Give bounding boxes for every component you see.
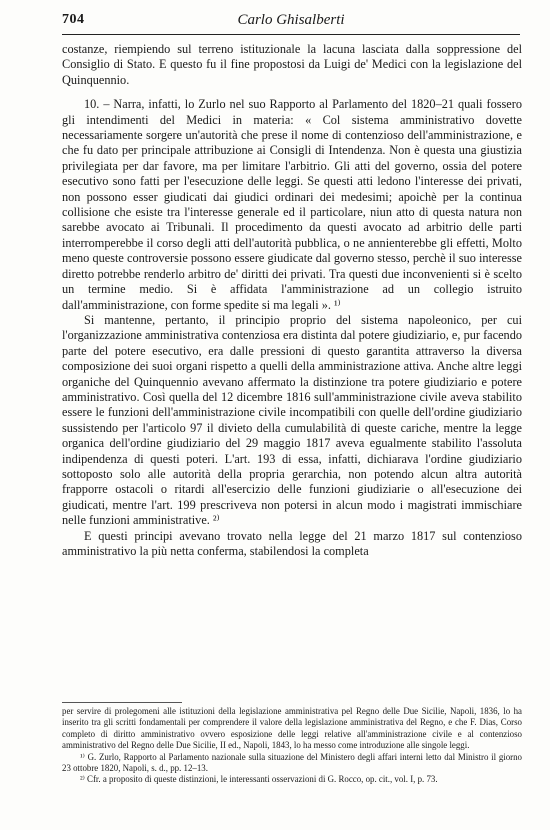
footnote-continued: per servire di prolegomeni alle istituzioni della legislazione amministrativa pel Regno delle Due Sicilie, Napoli, 1836, lo ha inserito tra gli scritti fondamentali per comprendere il valore della legislazione amministrativa del Regno, e che F. Dias, Corso completo di diritto amministrativo ovvero esposizione delle leggi relative all'amministrazione civile e al contenzioso amministrativo del Regno delle Due Sicilie, II ed., Napoli, 1843, lo ha messo come introduzione alle singole leggi.: [62, 706, 522, 751]
paragraph-napoleonic-system: Si mantenne, pertanto, il principio proprio del sistema napoleonico, per cui l'organizzazione amministrativa contenziosa era distinta dal potere giudiziario, e, pur facendo parte del potere esecutivo, era dalle pressioni di questo garantita attraverso la diversa composizione dei suoi organi rispetto a quelli della amministrazione attiva. Anche altre leggi organiche del Quinquennio avevano affermato la distinzione tra potere giudiziario e potere amministrativo. Così quella del 12 dicembre 1816 sull'amministrazione civile aveva stabilito essere le funzioni dell'amministrazione civile incompatibili con quelle dell'ordine giudiziario sussistendo per l'articolo 97 il divieto della cumulabilità di queste cariche, mentre la legge organica dell'ordine giudiziario del 29 maggio 1817 aveva egualmente stabilito l'assoluta indipendenza di questi poteri. L'art. 193 di essa, infatti, dichiarava l'ordine giudiziario sottoposto solo alle autorità della propria gerarchia, non potendo alcun altra autorità frapporre ostacoli o ritardi all'esercizio delle funzioni giudiziarie o all'esecuzione dei giudicati, mentre l'art. 199 prescriveva non potersi in alcun modo i magistrati immischiare nelle funzioni amministrative. ²⁾: [62, 312, 522, 528]
footnote-1: ¹⁾ G. Zurlo, Rapporto al Parlamento nazionale sulla situazione del Ministero degli affari interni letto dal Ministro il giorno 23 ottobre 1820, Napoli, s. d., pp. 12–13.: [62, 751, 522, 774]
footnotes: [62, 706, 522, 786]
paragraph-law-1817: E questi principi avevano trovato nella legge del 21 marzo 1817 sul contenzioso amministrativo la più netta conferma, stabilendosi la completa: [62, 528, 522, 558]
page-header: [62, 10, 520, 34]
footnote-rule: [62, 702, 182, 703]
paragraph-section-10: 10. – Narra, infatti, lo Zurlo nel suo Rapporto al Parlamento del 1820–21 quali fossero gli intendimenti del Medici in materia: « Col sistema amministrativo dovette necessariamente sorgere un'autorità che prese il nome di contenzioso dell'amministrazione, e che fu dato per principale attribuzione ai Consigli di Intendenza. Non è questa una giustizia privilegiata per dar favore, ma per limitare l'arbitrio. Gli atti del governo, ossia del potere esecutivo sono fatti per l'esecuzione delle leggi. Se questi atti ledono l'interesse dei privati, non possono esser giudicati dai giudici ordinari dei medesimi; apoichè per la continua collisione che esiste tra l'interesse generale ed il particolare, niun atto di questa natura non sarebbe avocato ai Tribunali. Il procedimento da questi avocato ad arbitrio delle parti interromperebbe il corso degli atti dell'autorità pubblica, o ne annienterebbe gli effetti, Molto meno queste controversie possono essere giudicate dal governo stesso, perchè il suo interesse diretto potrebbe renderlo arbitro de' diritti dei privati. Tra questi due inconvenienti si è scelto un termine medio. Si è affidata l'amministrazione ad un collegio istruito dall'amministrazione, con forme spedite si ma legali ». ¹⁾: [62, 97, 522, 312]
header-rule: [62, 34, 520, 35]
footnote-2: ²⁾ Cfr. a proposito di queste distinzioni, le interessanti osservazioni di G. Rocco, op. cit., vol. I, p. 73.: [80, 774, 438, 785]
page-number: 704: [62, 12, 85, 27]
paragraph-continuation: costanze, riempiendo sul terreno istituzionale la lacuna lasciata dalla soppressione del Consiglio di Stato. E questo fu il fine propostosi da Luigi de' Medici con la legislazione del Quinquennio.: [62, 42, 522, 87]
running-head: Carlo Ghisalberti: [237, 12, 345, 28]
body-text: [62, 42, 522, 559]
